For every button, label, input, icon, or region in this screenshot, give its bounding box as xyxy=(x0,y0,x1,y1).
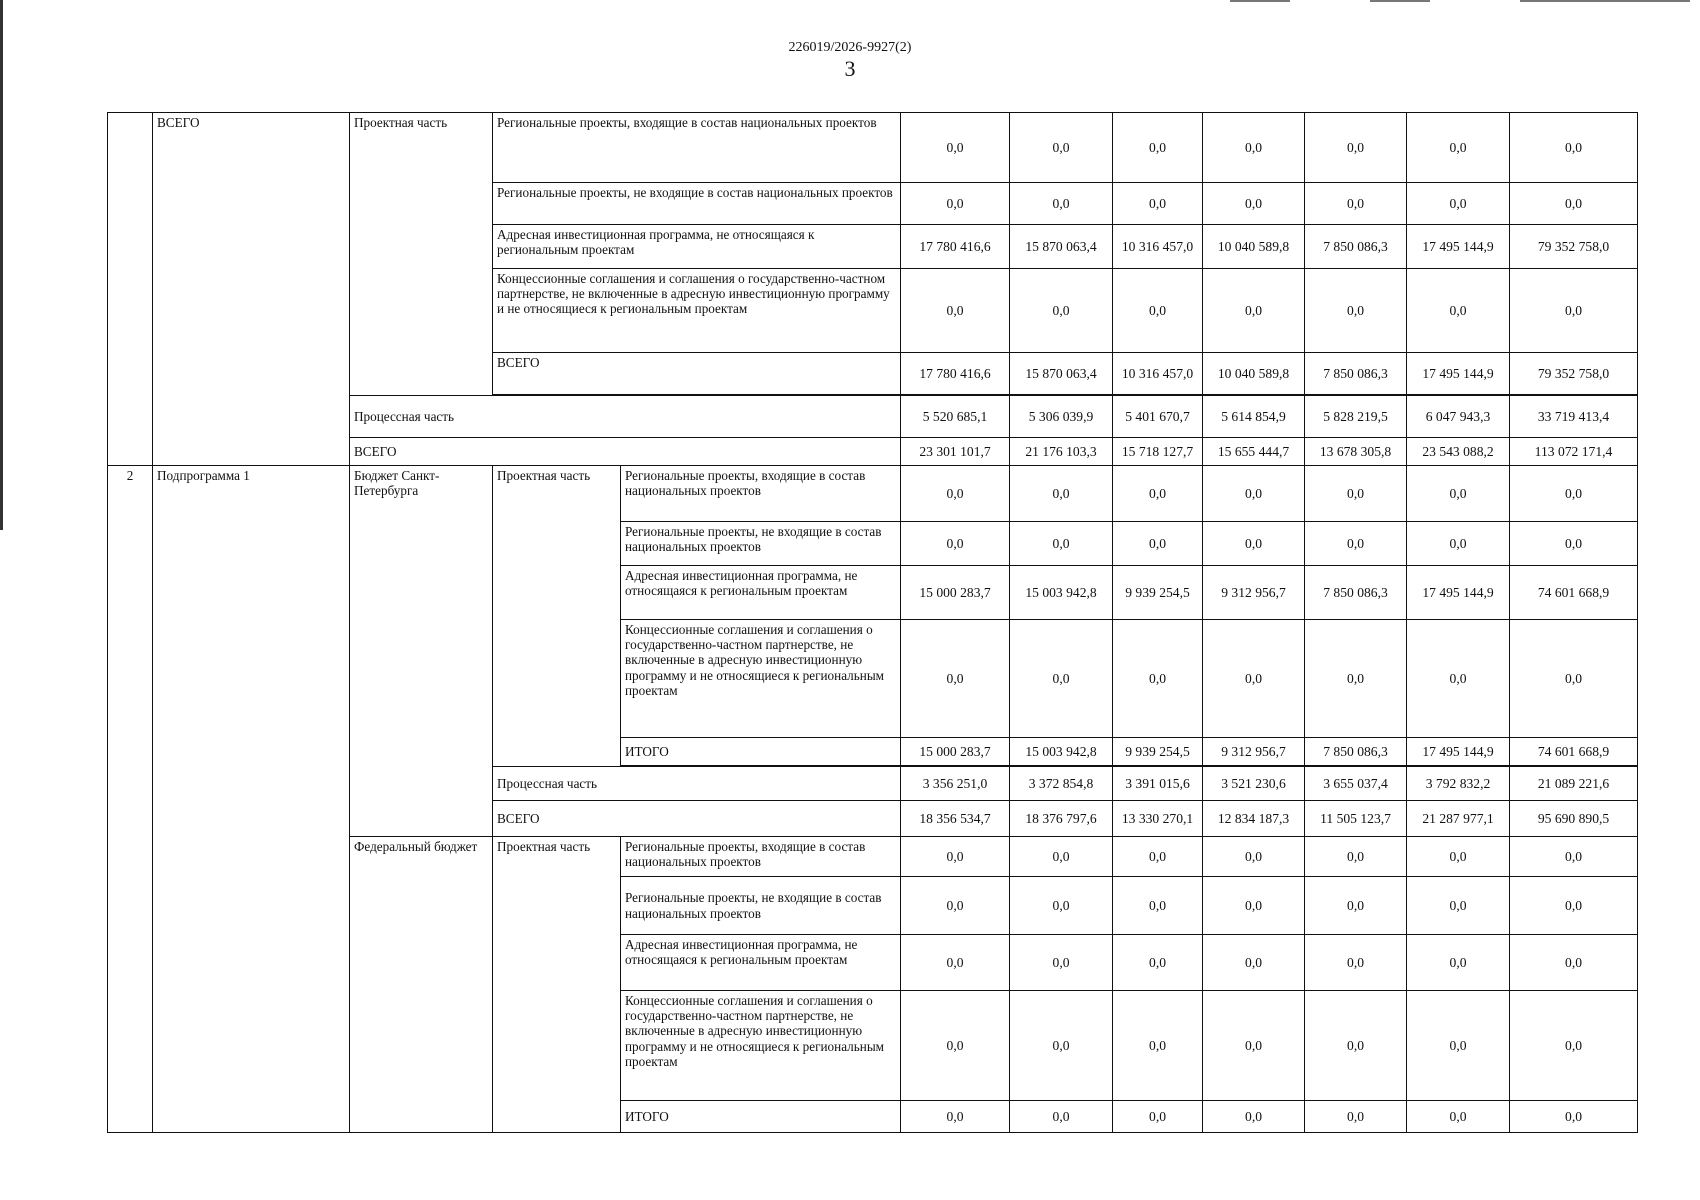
category-label: Адресная инвестиционная программа, не относящаяся к региональным проектам xyxy=(621,566,901,620)
value-cell: 6 047 943,3 xyxy=(1407,396,1510,438)
value-cell: 0,0 xyxy=(1113,935,1203,991)
value-cell: 0,0 xyxy=(1113,113,1203,183)
value-cell: 79 352 758,0 xyxy=(1510,225,1638,269)
value-cell: 0,0 xyxy=(901,522,1010,566)
value-cell: 0,0 xyxy=(1203,269,1305,353)
value-cell: 15 655 444,7 xyxy=(1203,438,1305,466)
page-number: 3 xyxy=(844,56,856,81)
value-cell: 17 495 144,9 xyxy=(1407,353,1510,395)
value-cell: 5 401 670,7 xyxy=(1113,396,1203,438)
value-cell: 0,0 xyxy=(1510,466,1638,522)
category-label: Адресная инвестиционная программа, не относящаяся к региональным проектам xyxy=(621,935,901,991)
value-cell: 3 372 854,8 xyxy=(1010,767,1113,801)
value-cell: 0,0 xyxy=(1010,877,1113,935)
value-cell: 7 850 086,3 xyxy=(1305,566,1407,620)
scan-top-mark xyxy=(1370,0,1430,2)
value-cell: 17 780 416,6 xyxy=(901,225,1010,269)
value-cell: 3 391 015,6 xyxy=(1113,767,1203,801)
value-cell: 7 850 086,3 xyxy=(1305,353,1407,395)
part-label: Процессная часть xyxy=(350,396,901,438)
part-label: Проектная часть xyxy=(493,466,621,767)
value-cell: 10 316 457,0 xyxy=(1113,225,1203,269)
value-cell: 0,0 xyxy=(1305,935,1407,991)
value-cell: 9 312 956,7 xyxy=(1203,566,1305,620)
value-cell: 0,0 xyxy=(1510,1101,1638,1133)
value-cell: 0,0 xyxy=(1305,877,1407,935)
category-label: Региональные проекты, не входящие в состав национальных проектов xyxy=(621,877,901,935)
value-cell: 0,0 xyxy=(901,991,1010,1101)
value-cell: 0,0 xyxy=(1407,991,1510,1101)
value-cell: 0,0 xyxy=(1510,522,1638,566)
budget-source-label: Федеральный бюджет xyxy=(350,837,493,1133)
part-label: Процессная часть xyxy=(493,767,901,801)
value-cell: 0,0 xyxy=(1113,837,1203,877)
value-cell: 0,0 xyxy=(1407,1101,1510,1133)
value-cell: 10 040 589,8 xyxy=(1203,225,1305,269)
value-cell: 0,0 xyxy=(1010,935,1113,991)
value-cell: 3 792 832,2 xyxy=(1407,767,1510,801)
value-cell: 0,0 xyxy=(1407,183,1510,225)
value-cell: 0,0 xyxy=(1510,113,1638,183)
value-cell: 10 316 457,0 xyxy=(1113,353,1203,395)
value-cell: 10 040 589,8 xyxy=(1203,353,1305,395)
row-number-cell xyxy=(108,113,153,466)
value-cell: 5 306 039,9 xyxy=(1010,396,1113,438)
table-row xyxy=(108,466,1638,522)
value-cell: 12 834 187,3 xyxy=(1203,801,1305,837)
table-row xyxy=(108,113,1638,183)
total-label: ВСЕГО xyxy=(350,438,901,466)
category-label: Адресная инвестиционная программа, не относящаяся к региональным проектам xyxy=(493,225,901,269)
value-cell: 0,0 xyxy=(1010,466,1113,522)
value-cell: 5 520 685,1 xyxy=(901,396,1010,438)
value-cell: 113 072 171,4 xyxy=(1510,438,1638,466)
subtotal-label: ИТОГО xyxy=(621,738,901,766)
value-cell: 0,0 xyxy=(1203,837,1305,877)
value-cell: 5 828 219,5 xyxy=(1305,396,1407,438)
subprogram-label: Подпрограмма 1 xyxy=(153,466,350,1133)
value-cell: 0,0 xyxy=(901,877,1010,935)
value-cell: 33 719 413,4 xyxy=(1510,396,1638,438)
value-cell: 0,0 xyxy=(1010,620,1113,738)
value-cell: 0,0 xyxy=(1113,620,1203,738)
value-cell: 11 505 123,7 xyxy=(1305,801,1407,837)
value-cell: 0,0 xyxy=(1407,837,1510,877)
value-cell: 0,0 xyxy=(1203,466,1305,522)
value-cell: 0,0 xyxy=(1010,991,1113,1101)
budget-source-label: Бюджет Санкт-Петербурга xyxy=(350,466,493,837)
value-cell: 0,0 xyxy=(1407,113,1510,183)
value-cell: 0,0 xyxy=(1113,1101,1203,1133)
value-cell: 0,0 xyxy=(901,466,1010,522)
scan-top-mark xyxy=(1520,0,1690,2)
value-cell: 15 718 127,7 xyxy=(1113,438,1203,466)
value-cell: 0,0 xyxy=(1010,837,1113,877)
value-cell: 74 601 668,9 xyxy=(1510,566,1638,620)
value-cell: 0,0 xyxy=(1113,877,1203,935)
value-cell: 3 521 230,6 xyxy=(1203,767,1305,801)
value-cell: 0,0 xyxy=(1113,466,1203,522)
part-label: Проектная часть xyxy=(350,113,493,396)
value-cell: 0,0 xyxy=(1203,1101,1305,1133)
value-cell: 13 678 305,8 xyxy=(1305,438,1407,466)
value-cell: 0,0 xyxy=(1510,935,1638,991)
value-cell: 0,0 xyxy=(901,183,1010,225)
value-cell: 23 543 088,2 xyxy=(1407,438,1510,466)
value-cell: 0,0 xyxy=(1305,837,1407,877)
value-cell: 0,0 xyxy=(1203,522,1305,566)
value-cell: 15 000 283,7 xyxy=(901,738,1010,766)
value-cell: 0,0 xyxy=(1010,269,1113,353)
category-label: Концессионные соглашения и соглашения о государственно-частном партнерстве, не включенные в адресную инвестиционную программу и не относящиеся к региональным проектам xyxy=(621,991,901,1101)
category-label: Региональные проекты, входящие в состав национальных проектов xyxy=(493,113,901,183)
value-cell: 0,0 xyxy=(1407,877,1510,935)
category-label: Концессионные соглашения и соглашения о государственно-частном партнерстве, не включенные в адресную инвестиционную программу и не относящиеся к региональным проектам xyxy=(621,620,901,738)
value-cell: 18 356 534,7 xyxy=(901,801,1010,837)
value-cell: 0,0 xyxy=(1407,935,1510,991)
document-number: 226019/2026-9927(2) xyxy=(788,40,912,55)
value-cell: 13 330 270,1 xyxy=(1113,801,1203,837)
value-cell: 3 356 251,0 xyxy=(901,767,1010,801)
value-cell: 17 495 144,9 xyxy=(1407,566,1510,620)
value-cell: 9 939 254,5 xyxy=(1113,566,1203,620)
value-cell: 0,0 xyxy=(1203,877,1305,935)
value-cell: 0,0 xyxy=(1113,183,1203,225)
category-label: Концессионные соглашения и соглашения о государственно-частном партнерстве, не включенные в адресную инвестиционную программу и не относящиеся к региональным проектам xyxy=(493,269,901,353)
value-cell: 0,0 xyxy=(1407,522,1510,566)
value-cell: 0,0 xyxy=(1305,183,1407,225)
category-label: Региональные проекты, не входящие в состав национальных проектов xyxy=(621,522,901,566)
value-cell: 15 003 942,8 xyxy=(1010,566,1113,620)
value-cell: 0,0 xyxy=(1203,935,1305,991)
value-cell: 0,0 xyxy=(1010,522,1113,566)
value-cell: 0,0 xyxy=(1510,877,1638,935)
value-cell: 0,0 xyxy=(1305,1101,1407,1133)
value-cell: 5 614 854,9 xyxy=(1203,396,1305,438)
value-cell: 7 850 086,3 xyxy=(1305,738,1407,766)
value-cell: 0,0 xyxy=(1305,466,1407,522)
subtotal-label: ВСЕГО xyxy=(493,353,901,395)
value-cell: 0,0 xyxy=(1510,991,1638,1101)
value-cell: 0,0 xyxy=(1010,183,1113,225)
value-cell: 23 301 101,7 xyxy=(901,438,1010,466)
subtotal-label: ИТОГО xyxy=(621,1101,901,1133)
value-cell: 0,0 xyxy=(1510,837,1638,877)
row-number: 2 xyxy=(108,466,153,1133)
value-cell: 0,0 xyxy=(1203,183,1305,225)
value-cell: 7 850 086,3 xyxy=(1305,225,1407,269)
value-cell: 9 312 956,7 xyxy=(1203,738,1305,766)
part-label: Проектная часть xyxy=(493,837,621,1133)
value-cell: 0,0 xyxy=(1305,620,1407,738)
section-label: ВСЕГО xyxy=(153,113,350,466)
value-cell: 79 352 758,0 xyxy=(1510,353,1638,395)
value-cell: 0,0 xyxy=(1510,269,1638,353)
value-cell: 0,0 xyxy=(1203,991,1305,1101)
value-cell: 0,0 xyxy=(1510,620,1638,738)
scan-top-mark xyxy=(1230,0,1290,2)
value-cell: 0,0 xyxy=(1203,620,1305,738)
value-cell: 0,0 xyxy=(1407,620,1510,738)
value-cell: 0,0 xyxy=(1113,269,1203,353)
value-cell: 0,0 xyxy=(1305,269,1407,353)
value-cell: 74 601 668,9 xyxy=(1510,738,1638,766)
value-cell: 0,0 xyxy=(1010,113,1113,183)
value-cell: 0,0 xyxy=(901,620,1010,738)
value-cell: 0,0 xyxy=(1305,113,1407,183)
value-cell: 0,0 xyxy=(901,113,1010,183)
value-cell: 18 376 797,6 xyxy=(1010,801,1113,837)
value-cell: 3 655 037,4 xyxy=(1305,767,1407,801)
value-cell: 0,0 xyxy=(901,837,1010,877)
value-cell: 15 870 063,4 xyxy=(1010,225,1113,269)
value-cell: 17 495 144,9 xyxy=(1407,225,1510,269)
value-cell: 0,0 xyxy=(1010,1101,1113,1133)
value-cell: 0,0 xyxy=(1203,113,1305,183)
category-label: Региональные проекты, не входящие в состав национальных проектов xyxy=(493,183,901,225)
value-cell: 17 780 416,6 xyxy=(901,353,1010,395)
value-cell: 21 287 977,1 xyxy=(1407,801,1510,837)
category-label: Региональные проекты, входящие в состав национальных проектов xyxy=(621,837,901,877)
value-cell: 0,0 xyxy=(1113,991,1203,1101)
value-cell: 17 495 144,9 xyxy=(1407,738,1510,766)
value-cell: 15 003 942,8 xyxy=(1010,738,1113,766)
value-cell: 0,0 xyxy=(1407,466,1510,522)
value-cell: 0,0 xyxy=(901,935,1010,991)
value-cell: 0,0 xyxy=(1305,991,1407,1101)
value-cell: 0,0 xyxy=(901,269,1010,353)
value-cell: 0,0 xyxy=(901,1101,1010,1133)
value-cell: 0,0 xyxy=(1113,522,1203,566)
value-cell: 0,0 xyxy=(1407,269,1510,353)
category-label: Региональные проекты, входящие в состав национальных проектов xyxy=(621,466,901,522)
value-cell: 15 000 283,7 xyxy=(901,566,1010,620)
value-cell: 95 690 890,5 xyxy=(1510,801,1638,837)
total-label: ВСЕГО xyxy=(493,801,901,837)
value-cell: 21 089 221,6 xyxy=(1510,767,1638,801)
value-cell: 15 870 063,4 xyxy=(1010,353,1113,395)
value-cell: 0,0 xyxy=(1510,183,1638,225)
value-cell: 0,0 xyxy=(1305,522,1407,566)
value-cell: 9 939 254,5 xyxy=(1113,738,1203,766)
budget-table xyxy=(107,112,1638,1133)
value-cell: 21 176 103,3 xyxy=(1010,438,1113,466)
